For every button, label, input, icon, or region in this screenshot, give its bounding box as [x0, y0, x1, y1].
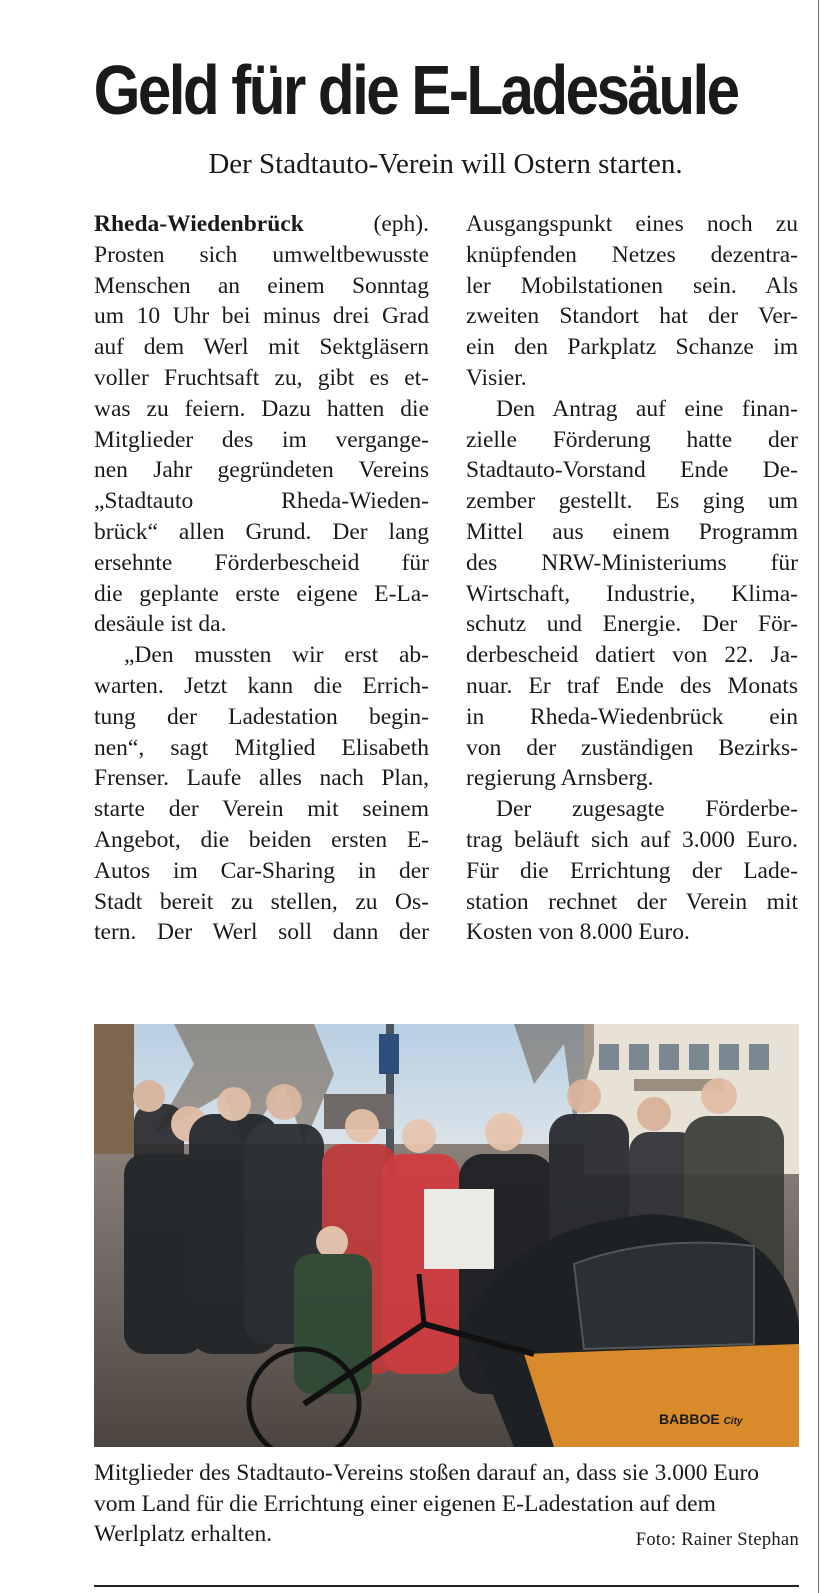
page-edge-line	[818, 0, 819, 1593]
text-line: desäule ist da.	[94, 611, 227, 638]
text-line: des NRW-Ministeriums für	[466, 549, 798, 576]
text-line: knüpfenden Netzes dezentra-	[466, 241, 798, 268]
text-line: nen Jahr gegründeten Vereins	[94, 457, 429, 484]
text-line: Autos im Car-Sharing in der	[94, 857, 429, 884]
text-line: Prosten sich umweltbewusste	[94, 241, 429, 268]
text-line: starte der Verein mit seinem	[94, 796, 429, 823]
text-line: Für die Errichtung der Lade-	[466, 857, 798, 884]
text-line: ler Mobilstationen sein. Als	[466, 272, 798, 299]
subheadline-text: Der Stadtauto-Verein will Ostern starten.	[208, 148, 683, 180]
text-line: Angebot, die beiden ersten E-	[94, 826, 429, 853]
text-line: Mittel aus einem Programm	[466, 518, 798, 545]
text-line: ein den Parkplatz Schanze im	[466, 334, 798, 361]
text-line: „Den mussten wir erst ab-	[124, 642, 429, 669]
text-line: derbescheid datiert von 22. Ja-	[466, 642, 798, 669]
article-column-right	[466, 209, 798, 948]
text-line: Stadtauto-Vorstand Ende De-	[466, 457, 798, 484]
text-line: trag beläuft sich auf 3.000 Euro.	[466, 826, 798, 853]
text-line: Kosten von 8.000 Euro.	[466, 919, 690, 946]
text-line: regierung Arnsberg.	[466, 765, 654, 792]
text-line: Frenser. Laufe alles nach Plan,	[94, 765, 429, 792]
text-line: ersehnte Förderbescheid für	[94, 549, 429, 576]
text-line: „Stadtauto Rheda-Wieden-	[94, 488, 429, 515]
photo-credit: Foto: Rainer Stephan	[635, 1530, 799, 1550]
text-line: Visier.	[466, 364, 527, 391]
text-line: Der zugesagte Förderbe-	[496, 796, 798, 823]
article-column-left	[94, 209, 429, 948]
text-line: nen“, sagt Mitglied Elisabeth	[94, 734, 429, 761]
text-line: Stadt bereit zu stellen, zu Os-	[94, 888, 429, 915]
text-line: Den Antrag auf eine finan-	[496, 395, 798, 422]
text-line: Wirtschaft, Industrie, Klima-	[466, 580, 798, 607]
article-subheadline	[0, 144, 821, 184]
text-line: schutz und Energie. Der För-	[466, 611, 798, 638]
text-line: zweiten Standort hat der Ver-	[466, 303, 798, 330]
photo-caption: Mitglieder des Stadtauto-Vereins stoßen darauf an, dass sie 3.000 Euro vom Land für die Errichtung einer eigenen E-Ladestation auf dem Werlplatz erhalten.	[94, 1460, 760, 1547]
text-line: Mitglieder des im vergange-	[94, 426, 429, 453]
text-line: von der zuständigen Bezirks-	[466, 734, 798, 761]
text-line: nuar. Er traf Ende des Monats	[466, 672, 798, 699]
text-line: tung der Ladestation begin-	[94, 703, 429, 730]
dateline: Rheda-Wiedenbrück	[94, 211, 304, 237]
text-line: brück“ allen Grund. Der lang	[94, 518, 429, 545]
text-line: Menschen an einem Sonntag	[94, 272, 429, 299]
text-line: tern. Der Werl soll dann der	[94, 919, 429, 946]
text-line: um 10 Uhr bei minus drei Grad	[94, 303, 429, 330]
text-line: zielle Förderung hatte der	[466, 426, 798, 453]
dateline-abbr: (eph).	[373, 211, 429, 237]
text-line: station rechnet der Verein mit	[466, 888, 798, 915]
photo-illustration	[94, 1024, 799, 1447]
text-line: in Rheda-Wiedenbrück ein	[466, 703, 798, 730]
text-line: warten. Jetzt kann die Errich-	[94, 672, 429, 699]
text-line: Ausgangspunkt eines noch zu	[466, 211, 798, 237]
text-line	[94, 209, 429, 240]
text-line: die geplante erste eigene E-La-	[94, 580, 429, 607]
article-photo	[94, 1024, 799, 1447]
text-line: was zu feiern. Dazu hatten die	[94, 395, 429, 422]
article-headline: Geld für die E-Ladesäule	[93, 51, 738, 129]
bottom-rule	[94, 1585, 799, 1587]
text-line: voller Fruchtsaft zu, gibt es et-	[94, 364, 429, 391]
bike-brand-label: BABBOE City	[659, 1411, 743, 1427]
text-line: auf dem Werl mit Sektgläsern	[94, 334, 429, 361]
text-line: zember gestellt. Es ging um	[466, 488, 798, 515]
